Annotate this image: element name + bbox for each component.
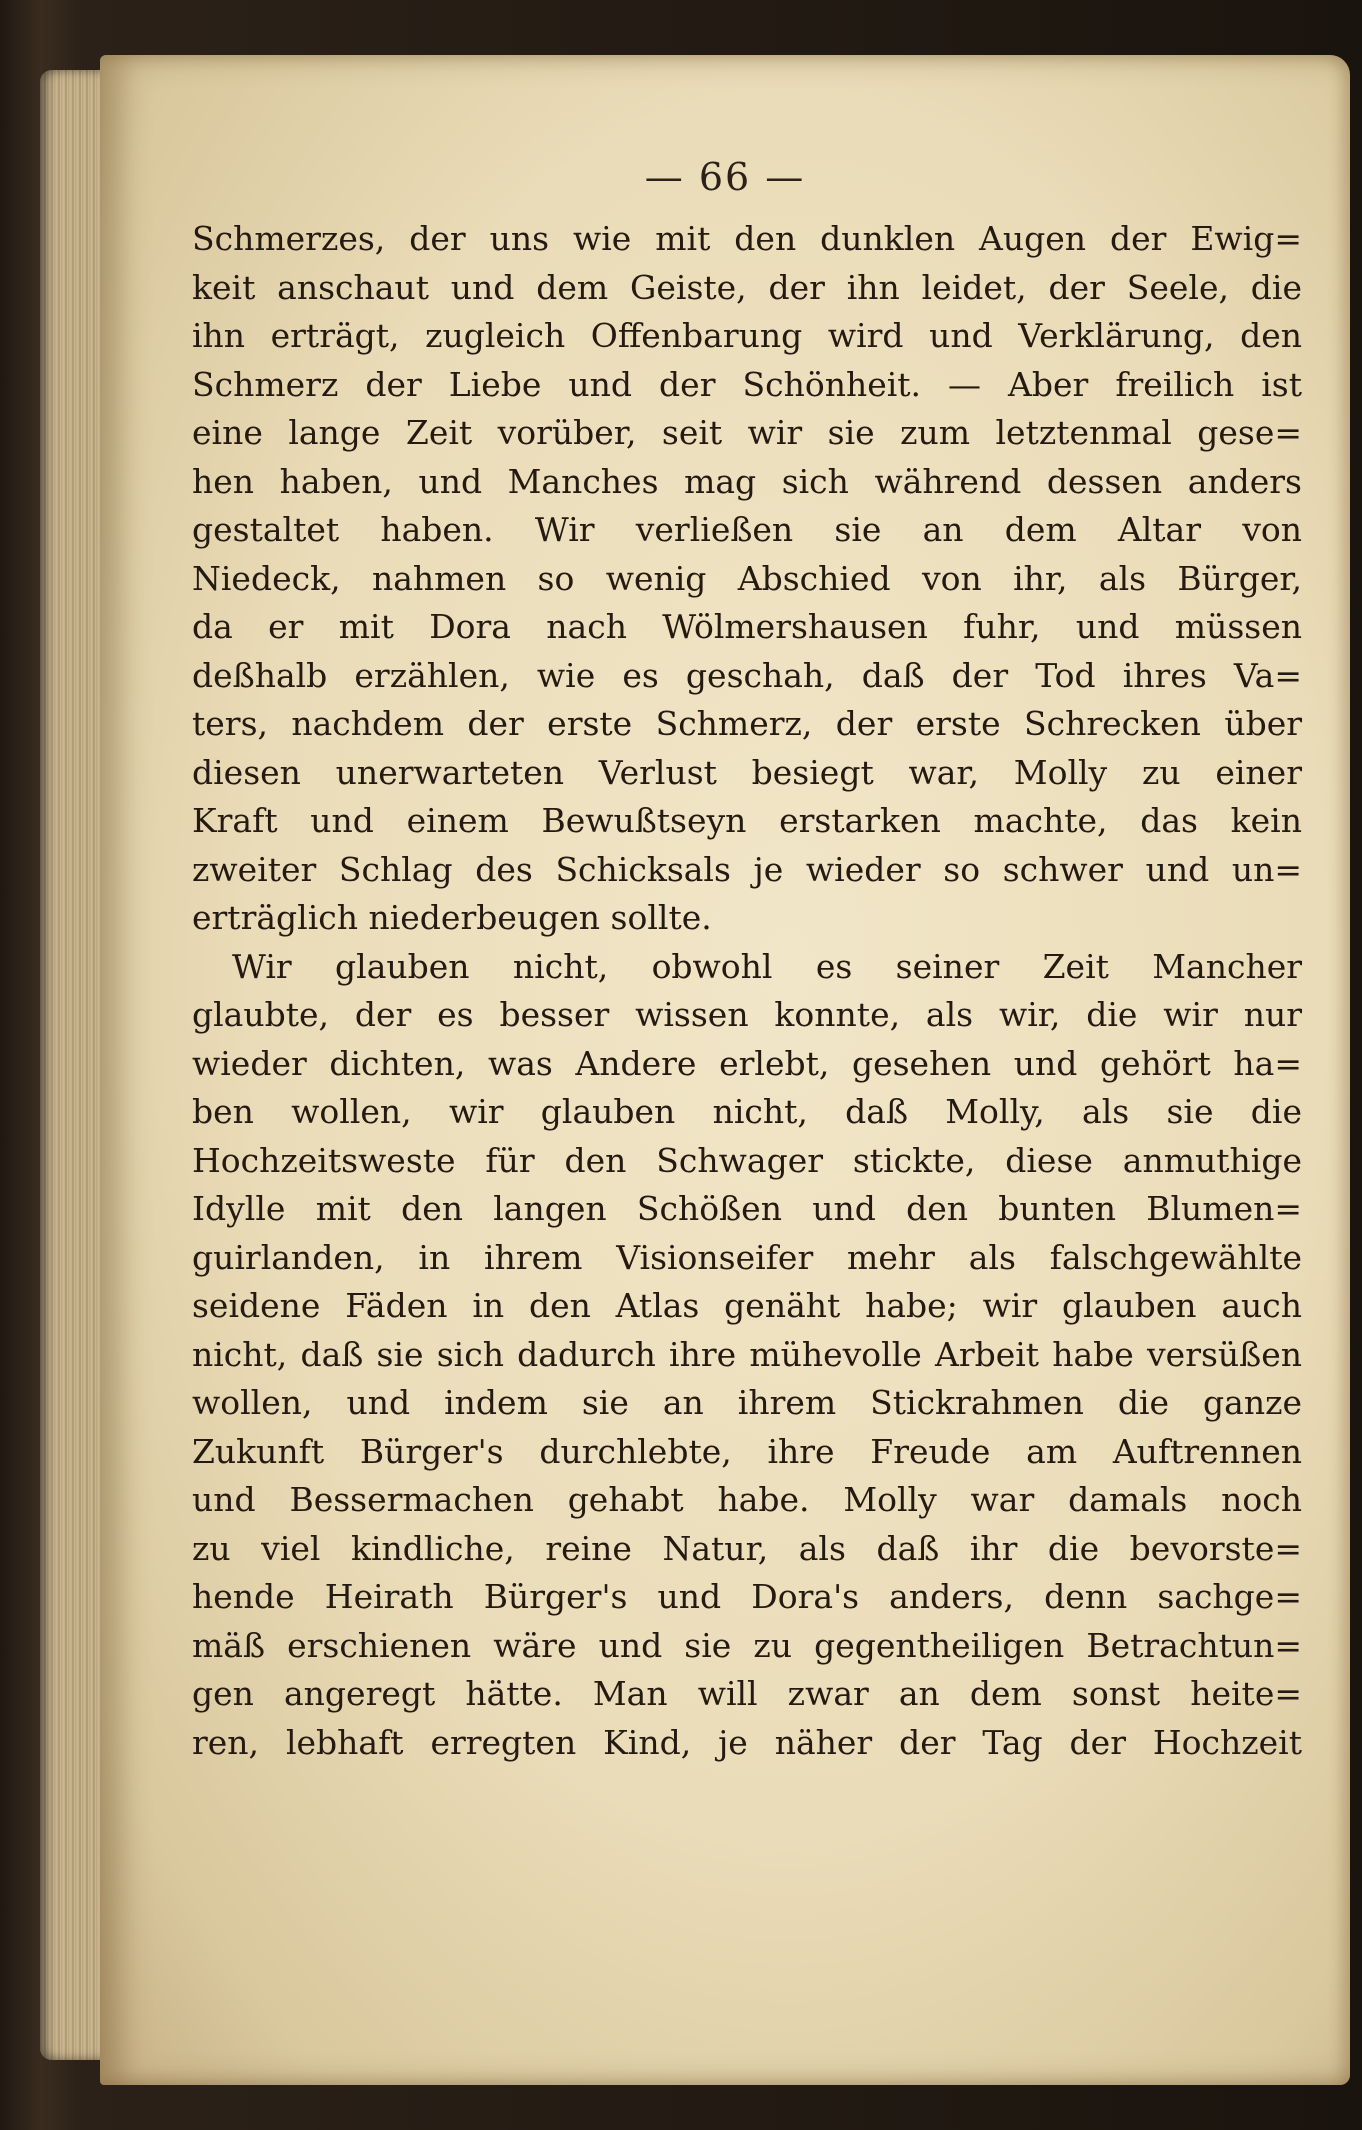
text-line: deßhalb erzählen, wie es geschah, daß der Tod ihres Va= bbox=[192, 655, 1302, 695]
page-number: — 66 — bbox=[644, 155, 806, 199]
text-line: da er mit Dora nach Wölmershausen fuhr, und müssen bbox=[192, 607, 1302, 646]
text-line: wollen, und indem sie an ihrem Stickrahmen die ganze bbox=[192, 1383, 1302, 1422]
text-line: eine lange Zeit vorüber, seit wir sie zum letztenmal gese= bbox=[192, 413, 1302, 452]
text-line: hen haben, und Manches mag sich während dessen anders bbox=[192, 461, 1302, 501]
text-line: zweiter Schlag des Schicksals je wieder so schwer und un= bbox=[192, 849, 1302, 889]
text-line: ben wollen, wir glauben nicht, daß Molly, als sie die bbox=[192, 1092, 1302, 1131]
text-line: Schmerz der Liebe und der Schönheit. — Aber freilich ist bbox=[192, 364, 1302, 404]
text-line: ihn erträgt, zugleich Offenbarung wird und Verklärung, den bbox=[192, 316, 1302, 355]
text-line: Niedeck, nahmen so wenig Abschied von ihr, als Bürger, bbox=[192, 558, 1302, 598]
text-line: zu viel kindliche, reine Natur, als daß ihr die bevorste= bbox=[192, 1528, 1302, 1568]
text-line: Zukunft Bürger's durchlebte, ihre Freude am Auftrennen bbox=[192, 1431, 1302, 1471]
text-line: ters, nachdem der erste Schmerz, der erste Schrecken über bbox=[192, 704, 1302, 743]
text-line: und Bessermachen gehabt habe. Molly war damals noch bbox=[192, 1480, 1302, 1519]
text-line: gestaltet haben. Wir verließen sie an dem Altar von bbox=[192, 510, 1302, 549]
text-line: gen angeregt hätte. Man will zwar an dem sonst heite= bbox=[192, 1674, 1302, 1713]
text-line: Kraft und einem Bewußtseyn erstarken machte, das kein bbox=[192, 801, 1302, 840]
text-line: nicht, daß sie sich dadurch ihre mühevolle Arbeit habe versüßen bbox=[192, 1334, 1302, 1374]
text-line: Idylle mit den langen Schößen und den bunten Blumen= bbox=[192, 1189, 1302, 1228]
text-line: Wir glauben nicht, obwohl es seiner Zeit Mancher bbox=[232, 946, 1302, 986]
text-line: ren, lebhaft erregten Kind, je näher der Tag der Hochzeit bbox=[192, 1722, 1302, 1762]
text-line: hende Heirath Bürger's und Dora's anders, denn sachge= bbox=[192, 1577, 1302, 1616]
text-line: keit anschaut und dem Geiste, der ihn leidet, der Seele, die bbox=[192, 267, 1302, 307]
text-line: guirlanden, in ihrem Visionseifer mehr als falschgewählte bbox=[192, 1237, 1302, 1277]
text-line: diesen unerwarteten Verlust besiegt war, Molly zu einer bbox=[192, 752, 1302, 792]
text-line: glaubte, der es besser wissen konnte, als wir, die wir nur bbox=[192, 995, 1302, 1034]
text-line: erträglich niederbeugen sollte. bbox=[192, 898, 712, 937]
body-text bbox=[192, 215, 1302, 1767]
text-line: mäß erschienen wäre und sie zu gegentheiligen Betrachtun= bbox=[192, 1625, 1302, 1665]
text-line: wieder dichten, was Andere erlebt, gesehen und gehört ha= bbox=[192, 1043, 1302, 1083]
text-line: Hochzeitsweste für den Schwager stickte, diese anmuthige bbox=[192, 1140, 1302, 1180]
text-line: seidene Fäden in den Atlas genäht habe; wir glauben auch bbox=[192, 1286, 1302, 1325]
text-line: Schmerzes, der uns wie mit den dunklen Augen der Ewig= bbox=[192, 219, 1302, 258]
